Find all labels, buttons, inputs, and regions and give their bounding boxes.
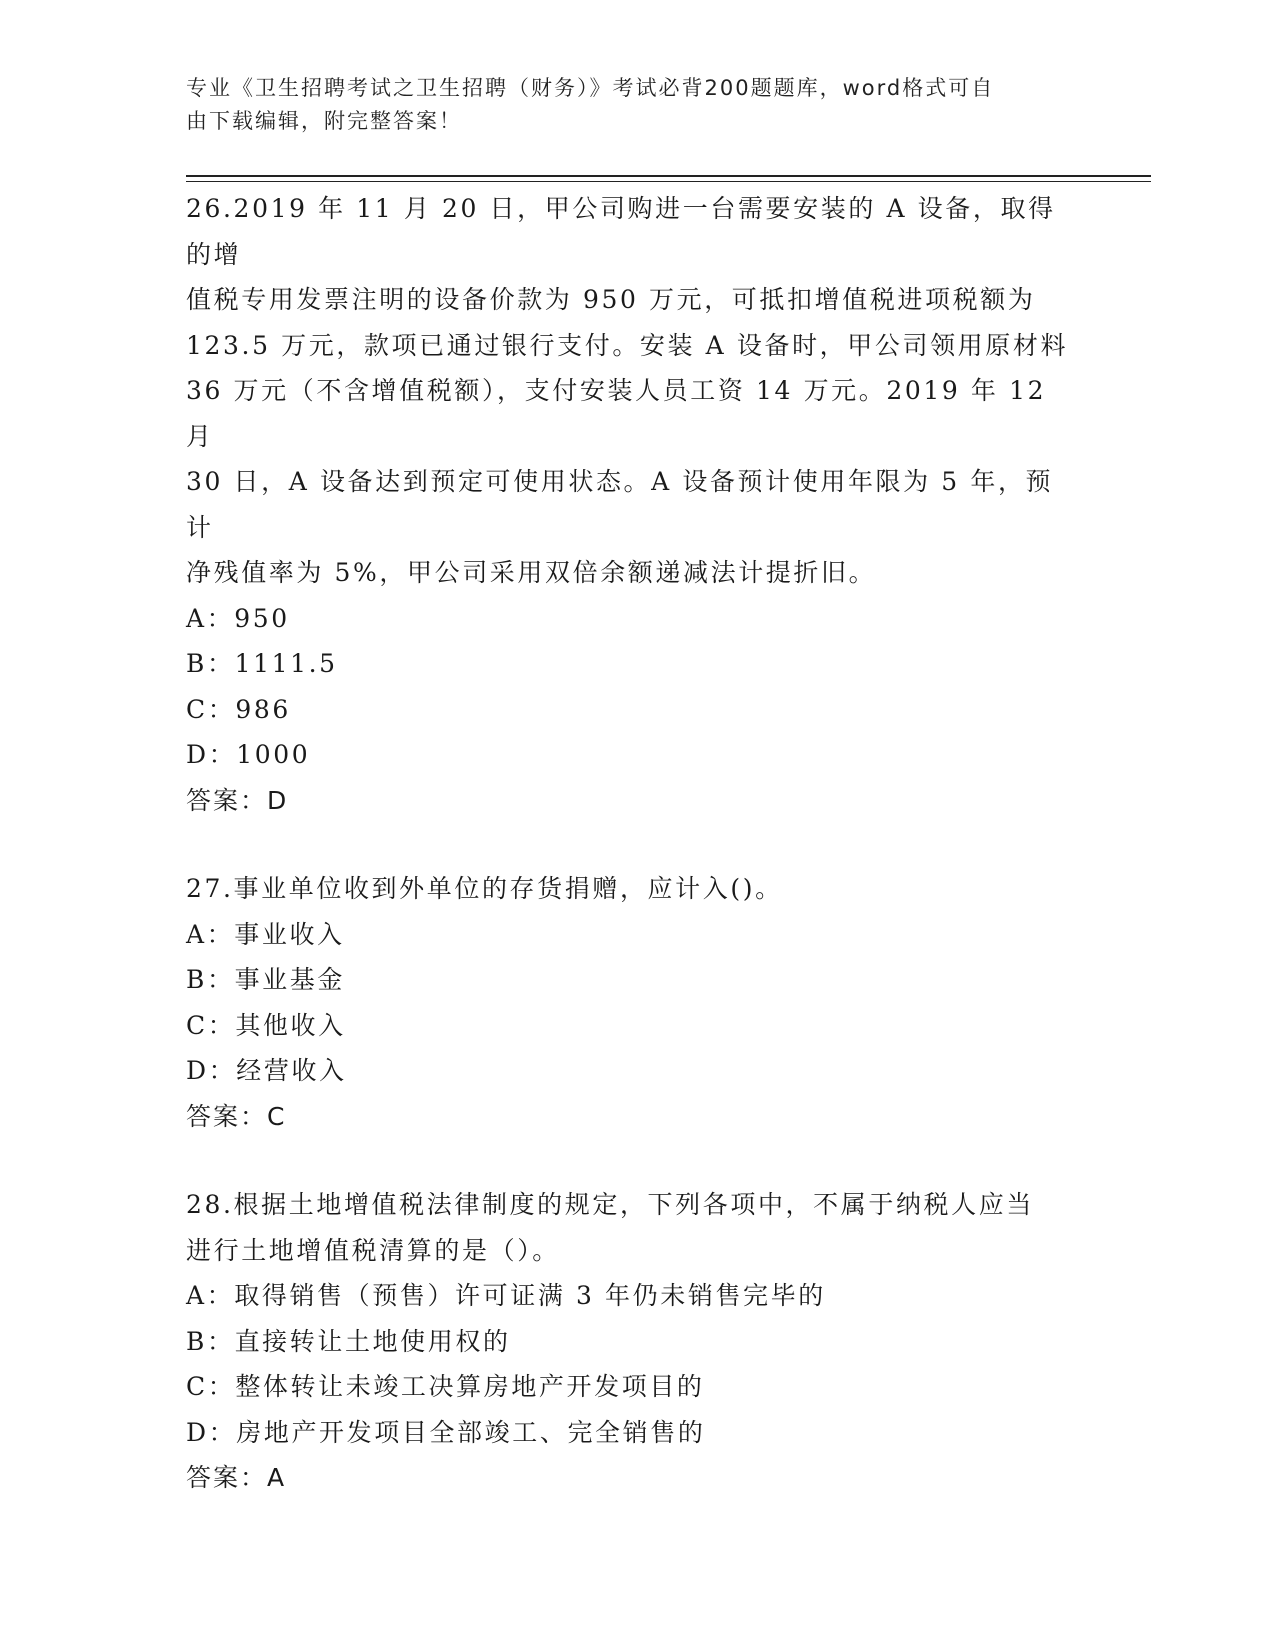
option-c: C：其他收入 [186,1010,346,1040]
option-b: B：直接转让土地使用权的 [186,1326,511,1356]
option-b: B：1111.5 [186,649,338,678]
option-d: D：经营收入 [186,1056,347,1085]
option-a: A：950 [186,603,290,633]
question-stem-line: 26.2019 年 11 月 20 日，甲公司购进一台需要安装的 A 设备，取得的增 [186,194,1056,269]
question-stem-line: 30 日，A 设备达到预定可使用状态。A 设备预计使用年限为 5 年，预计 [186,467,1054,542]
question-stem-line: 28.根据土地增值税法律制度的规定，下列各项中，不属于纳税人应当 [186,1190,1034,1219]
question-26 [186,186,1076,823]
question-stem-line: 进行土地增值税清算的是（）。 [186,1235,560,1265]
answer: 答案：C [186,1101,287,1131]
question-stem-line: 36 万元（不含增值税额），支付安装人员工资 14 万元。2019 年 12 月 [186,376,1047,451]
option-d: D：房地产开发项目全部竣工、完全销售的 [186,1417,706,1447]
question-stem-line: 净残值率为 5%，甲公司采用双倍余额递减法计提折旧。 [186,558,877,587]
question-list [186,186,1076,1501]
answer: 答案：D [186,785,289,815]
header-divider-thin [186,181,1151,182]
spacer [186,823,1076,866]
answer: 答案：A [186,1463,287,1492]
question-stem-line: 123.5 万元，款项已通过银行支付。安装 A 设备时，甲公司领用原材料 [186,330,1069,360]
question-stem-line: 值税专用发票注明的设备价款为 950 万元，可抵扣增值税进项税额为 [186,285,1036,314]
header-line-2: 由下载编辑，附完整答案！ [186,109,462,133]
option-d: D：1000 [186,740,311,769]
question-28 [186,1182,1076,1501]
question-27 [186,866,1076,1139]
option-a: A：事业收入 [186,919,345,949]
header-divider-thick [186,175,1151,177]
option-a: A：取得销售（预售）许可证满 3 年仍未销售完毕的 [186,1281,826,1310]
spacer [186,1139,1076,1182]
option-c: C：整体转让未竣工决算房地产开发项目的 [186,1372,705,1401]
option-b: B：事业基金 [186,965,345,994]
option-c: C：986 [186,694,291,724]
document-header [186,72,1066,138]
question-stem-line: 27.事业单位收到外单位的存货捐赠，应计入()。 [186,874,783,903]
header-line-1: 专业《卫生招聘考试之卫生招聘（财务）》考试必背200题题库，word格式可自 [186,76,995,100]
